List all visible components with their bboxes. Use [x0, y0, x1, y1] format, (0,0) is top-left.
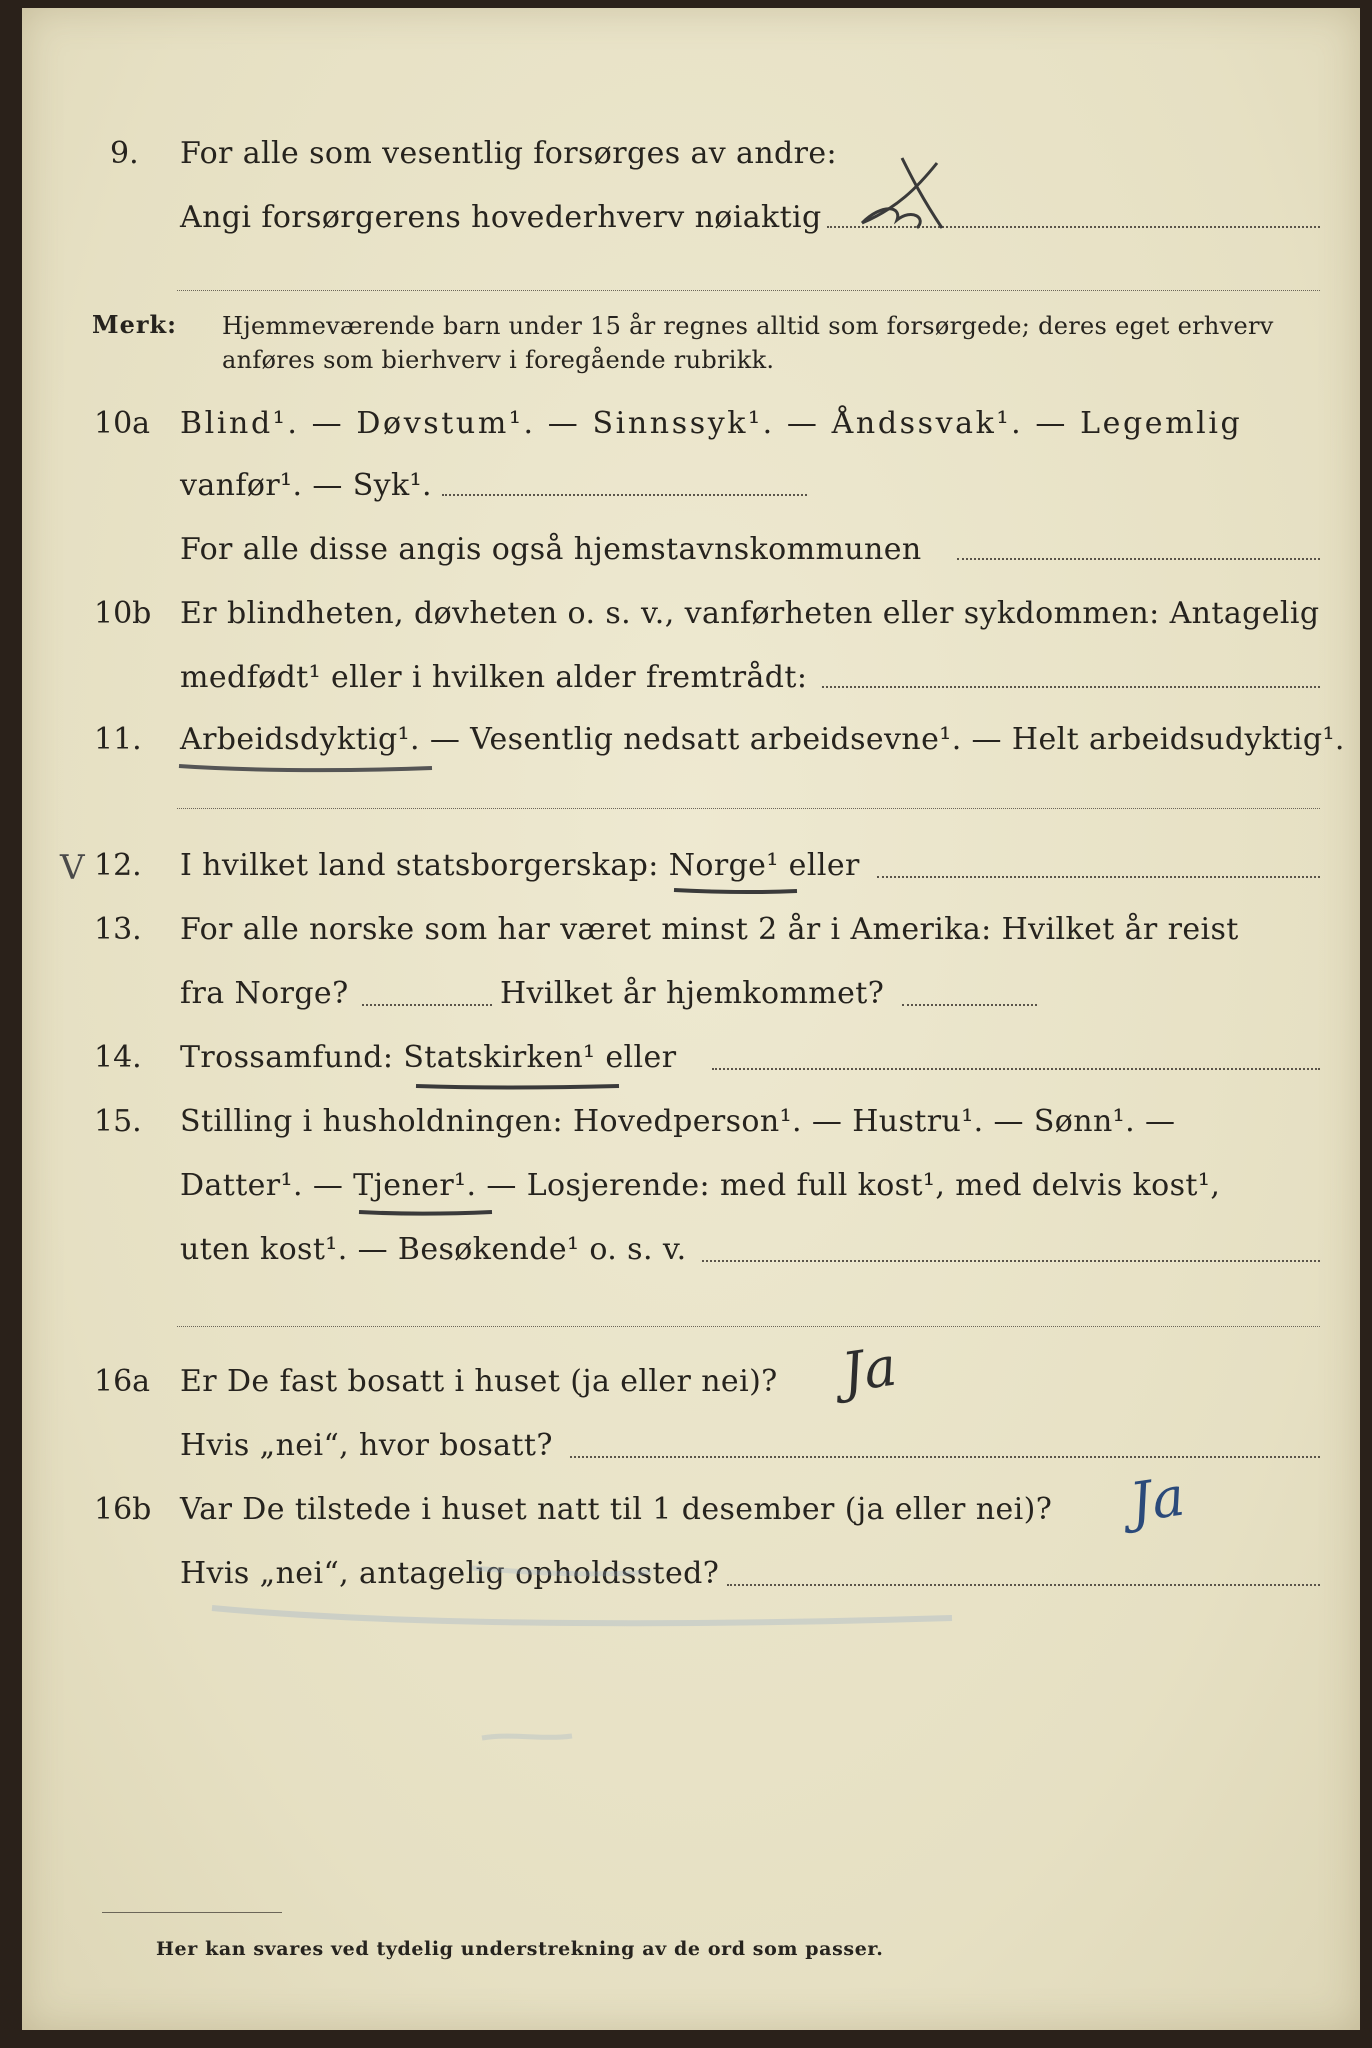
- q11-extra-line: [177, 808, 1320, 809]
- q10a-kommune-line: [957, 558, 1320, 560]
- q10a-number: 10a: [94, 406, 151, 441]
- q15-pencil-underline: [357, 1204, 497, 1220]
- q15-number: 15.: [94, 1104, 142, 1139]
- q12-check-mark: V: [60, 848, 85, 888]
- q9-line1: For alle som vesentlig forsørges av andre:: [180, 136, 838, 171]
- q12-line1: I hvilket land statsborgerskap: Norge¹ eller: [180, 848, 860, 883]
- q16b-line2: Hvis „nei“, antagelig opholdssted?: [180, 1556, 720, 1591]
- q16a-handwritten-answer: Ja: [837, 1334, 901, 1405]
- q15-line3: uten kost¹. — Besøkende¹ o. s. v.: [180, 1232, 687, 1267]
- q14-answer-line: [712, 1068, 1320, 1070]
- q9-extra-line: [177, 290, 1320, 291]
- q10b-answer-line: [822, 686, 1320, 688]
- q10a-line1: Blind¹. — Døvstum¹. — Sinnssyk¹. — Åndssvak¹. — Legemlig: [180, 406, 1243, 441]
- q10a-line2: vanfør¹. — Syk¹.: [180, 468, 432, 503]
- q15-line2: Datter¹. — Tjener¹. — Losjerende: med full kost¹, med delvis kost¹,: [180, 1168, 1221, 1203]
- q14-pencil-underline: [414, 1078, 624, 1094]
- q15-answer-line: [702, 1260, 1320, 1262]
- q13-reist-line: [362, 1004, 492, 1006]
- faint-ink-offset: [172, 1528, 972, 1768]
- q16a-line1: Er De fast bosatt i huset (ja eller nei)?: [180, 1364, 778, 1399]
- q14-line1: Trossamfund: Statskirken¹ eller: [180, 1040, 677, 1075]
- merk-label: Merk:: [92, 310, 177, 339]
- q9-line2: Angi forsørgerens hovederhverv nøiaktig: [180, 200, 822, 235]
- q11-pencil-underline: [177, 756, 437, 776]
- q16a-number: 16a: [94, 1364, 151, 1399]
- q13-line2b: Hvilket år hjemkommet?: [500, 976, 885, 1011]
- q13-hjemkommet-line: [902, 1004, 1037, 1006]
- merk-line1: Hjemmeværende barn under 15 år regnes alltid som forsørgede; deres eget erhverv: [222, 312, 1274, 340]
- q13-line1: For alle norske som har været minst 2 år i Amerika: Hvilket år reist: [180, 912, 1239, 947]
- q11-line1: Arbeidsdyktig¹. — Vesentlig nedsatt arbeidsevne¹. — Helt arbeidsudyktig¹.: [180, 722, 1345, 757]
- q9-pencil-mark: [842, 148, 972, 238]
- q12-answer-line: [877, 876, 1320, 878]
- q16a-bosatt-line: [570, 1456, 1320, 1458]
- q16a-line2: Hvis „nei“, hvor bosatt?: [180, 1428, 553, 1463]
- q11-number: 11.: [94, 722, 142, 757]
- q16b-line1: Var De tilstede i huset natt til 1 desember (ja eller nei)?: [180, 1492, 1053, 1527]
- q16b-number: 16b: [94, 1492, 152, 1527]
- q10a-line3: For alle disse angis også hjemstavnskommunen: [180, 532, 922, 567]
- merk-line2: anføres som bierhverv i foregående rubrikk.: [222, 346, 775, 374]
- q12-number: 12.: [94, 848, 142, 883]
- q13-number: 13.: [94, 912, 142, 947]
- q13-line2a: fra Norge?: [180, 976, 349, 1011]
- q15-extra-line: [177, 1326, 1320, 1327]
- q10a-answer-line: [442, 494, 807, 496]
- q12-pencil-underline: [672, 882, 802, 898]
- q9-number: 9.: [110, 136, 139, 171]
- q15-line1: Stilling i husholdningen: Hovedperson¹. — Hustru¹. — Sønn¹. —: [180, 1104, 1176, 1139]
- q10b-line2: medfødt¹ eller i hvilken alder fremtrådt:: [180, 660, 808, 695]
- q14-number: 14.: [94, 1040, 142, 1075]
- footnote-divider: [102, 1912, 282, 1913]
- q16b-handwritten-answer: Ja: [1125, 1464, 1189, 1535]
- footnote-text: Her kan svares ved tydelig understrekning av de ord som passer.: [156, 1938, 884, 1960]
- q10b-line1: Er blindheten, døvheten o. s. v., vanførheten eller sykdommen: Antagelig: [180, 596, 1320, 631]
- census-form-page: [22, 8, 1360, 2030]
- q10b-number: 10b: [94, 596, 152, 631]
